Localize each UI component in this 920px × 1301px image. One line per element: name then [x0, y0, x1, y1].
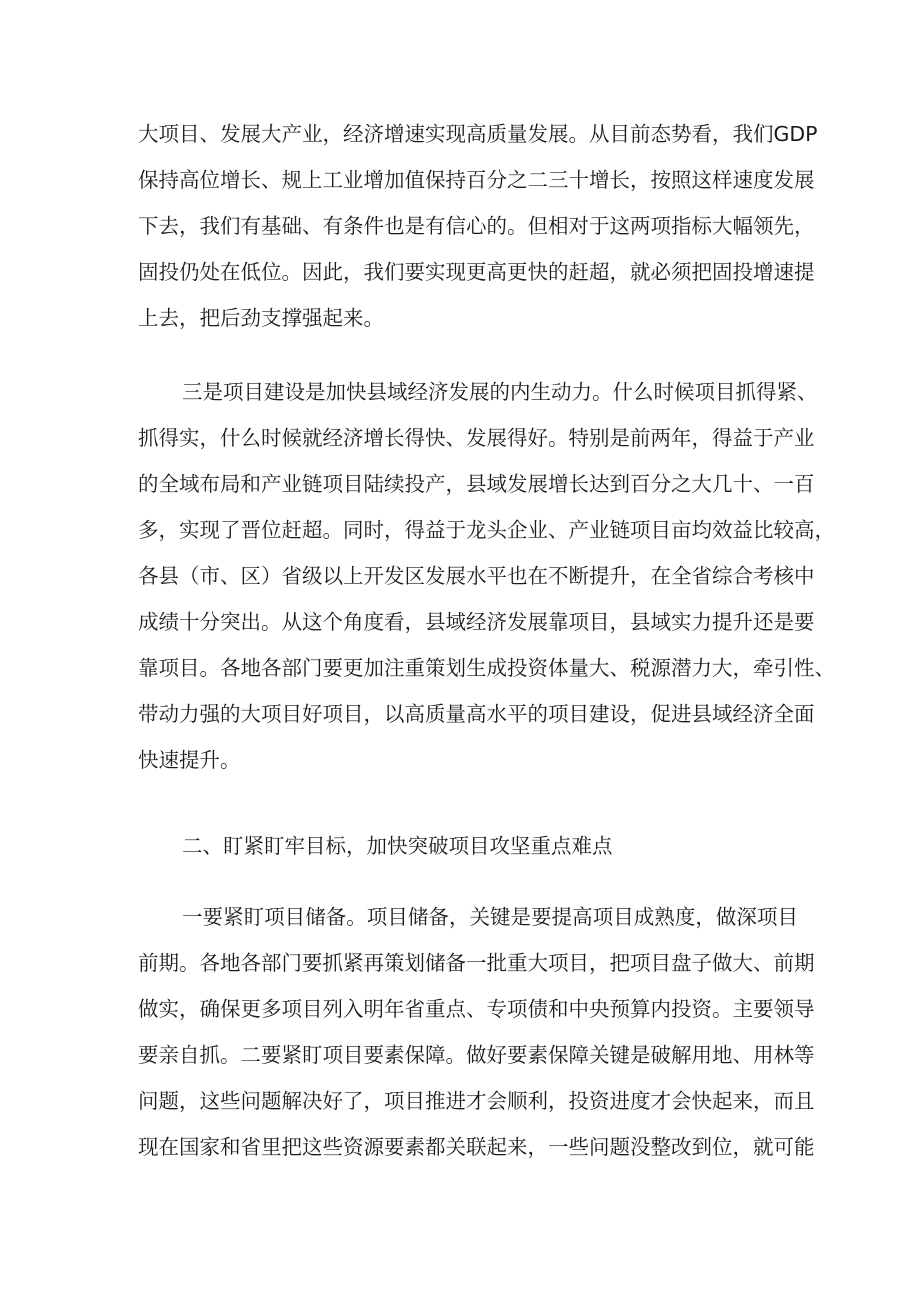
text-line: 前期。各地各部门要抓紧再策划储备一批重大项目，把项目盘子做大、前期 [138, 951, 815, 975]
text-line: 三是项目建设是加快县域经济发展的内生动力。什么时候项目抓得紧、 [182, 380, 818, 404]
text-line: 问题，这些问题解决好了，项目推进才会顺利，投资进度才会快起来，而且 [138, 1089, 815, 1113]
text-line: 做实，确保更多项目列入明年省重点、专项债和中央预算内投资。主要领导 [138, 997, 815, 1021]
text-line: 一要紧盯项目储备。项目储备，关键是要提高项目成熟度，做深项目 [182, 905, 798, 929]
text-line: 抓得实，什么时候就经济增长得快、发展得好。特别是前两年，得益于产业 [138, 426, 815, 450]
text-line: 下去，我们有基础、有条件也是有信心的。但相对于这两项指标大幅领先， [138, 214, 815, 238]
text-line: 要亲自抓。二要紧盯项目要素保障。做好要素保障关键是破解用地、用林等 [138, 1043, 815, 1067]
text-line: 保持高位增长、规上工业增加值保持百分之二三十增长，按照这样速度发展 [138, 168, 815, 192]
text-line: 上去，把后劲支撑强起来。 [138, 306, 384, 330]
text-line: 现在国家和省里把这些资源要素都关联起来，一些问题没整改到位，就可能 [138, 1135, 815, 1159]
text-line: 成绩十分突出。从这个角度看，县域经济发展靠项目，县域实力提升还是要 [138, 610, 815, 634]
text-line: 固投仍处在低位。因此，我们要实现更高更快的赶超，就必须把固投增速提 [138, 260, 815, 284]
text-line: 大项目、发展大产业，经济增速实现高质量发展。从目前态势看，我们GDP [138, 122, 818, 146]
text-line: 各县（市、区）省级以上开发区发展水平也在不断提升，在全省综合考核中 [138, 564, 815, 588]
text-line: 快速提升。 [138, 748, 241, 772]
section-heading: 二、盯紧盯牢目标，加快突破项目攻坚重点难点 [182, 834, 613, 858]
text-line: 靠项目。各地各部门要更加注重策划生成投资体量大、税源潜力大，牵引性、 [138, 656, 835, 680]
text-line: 多，实现了晋位赶超。同时，得益于龙头企业、产业链项目亩均效益比较高， [138, 518, 835, 542]
text-line: 带动力强的大项目好项目，以高质量高水平的项目建设，促进县域经济全面 [138, 702, 815, 726]
text-line: 的全域布局和产业链项目陆续投产，县域发展增长达到百分之大几十、一百 [138, 472, 815, 496]
